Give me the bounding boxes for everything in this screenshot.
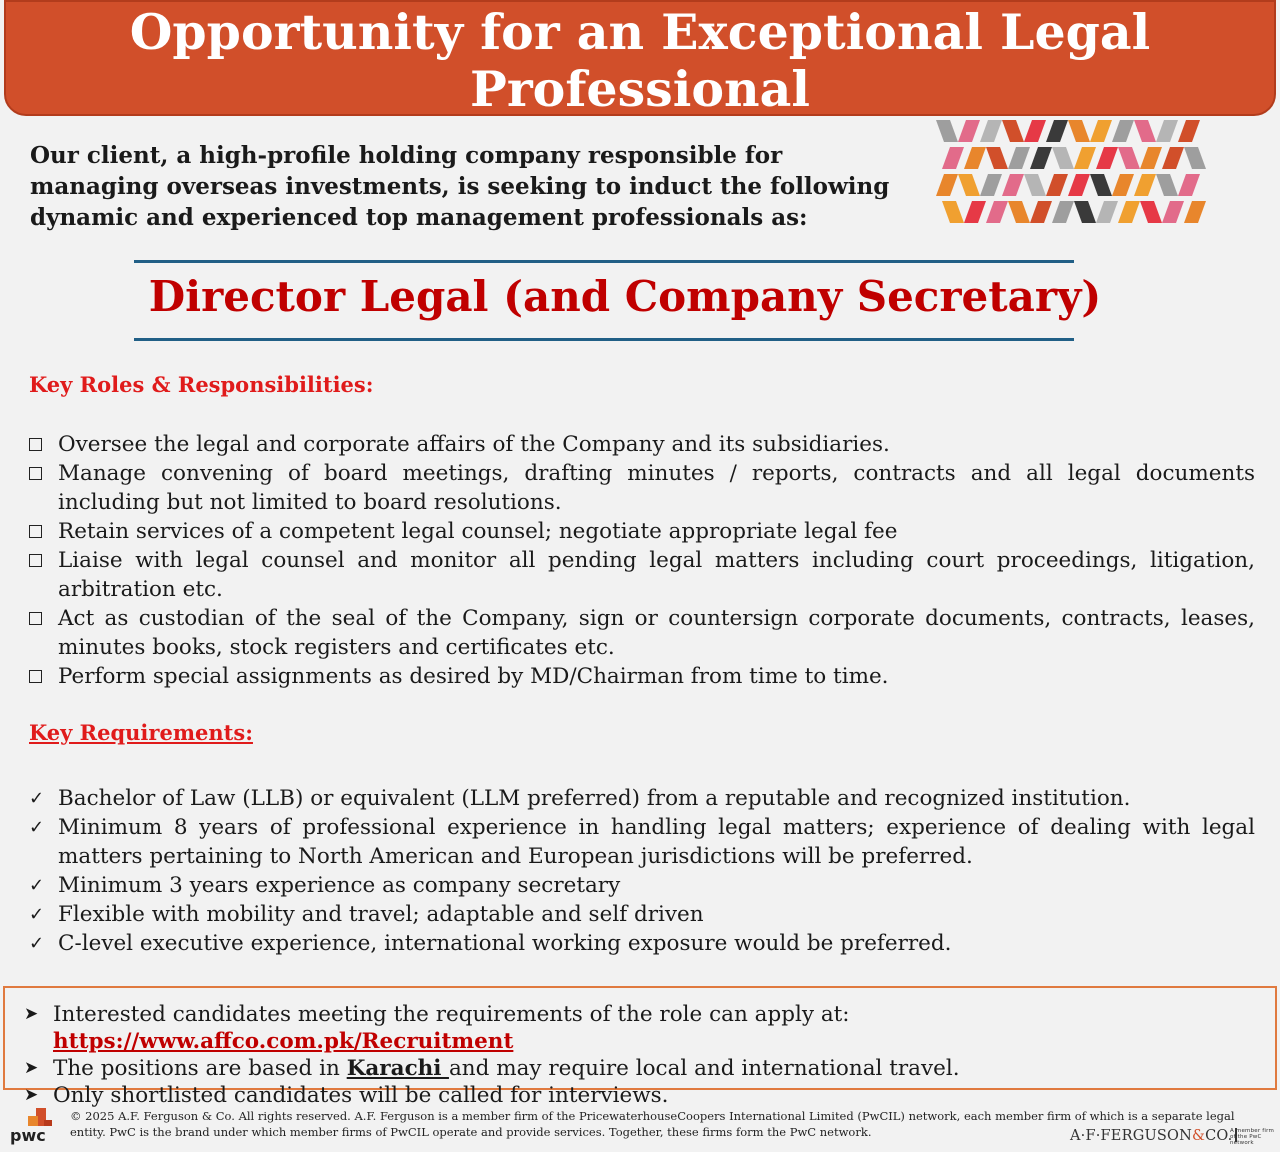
deco-shape	[1074, 147, 1096, 169]
deco-shape	[1052, 201, 1074, 223]
deco-shape	[1024, 120, 1046, 142]
deco-shape	[1178, 174, 1200, 196]
roles-list	[29, 430, 1255, 691]
title-rule-top	[134, 260, 1074, 263]
roles-heading: Key Roles & Responsibilities:	[29, 372, 374, 397]
deco-shape	[958, 120, 980, 142]
requirement-item: ✓ C-level executive experience, international working exposure would be preferred.	[29, 931, 952, 956]
checkmark-bullet-icon: ✓	[29, 904, 45, 925]
deco-shape	[1030, 147, 1052, 169]
apply-item: ➤ Only shortlisted candidates will be called for interviews.	[24, 1083, 669, 1108]
title-rule-bottom	[134, 338, 1074, 341]
checkmark-bullet-icon: ✓	[29, 933, 45, 954]
requirement-item: ✓ Bachelor of Law (LLB) or equivalent (LLM preferred) from a reputable and recognized institution.	[29, 786, 1131, 811]
application-info-box	[3, 986, 1277, 1108]
deco-shape	[1096, 201, 1118, 223]
deco-shape	[1052, 147, 1074, 169]
deco-shape	[980, 120, 1002, 142]
deco-shape	[1156, 174, 1178, 196]
deco-shape	[1030, 201, 1052, 223]
deco-shape	[936, 174, 958, 196]
role-item: Act as custodian of the seal of the Company, sign or countersign corporate documents, contracts, leases, minutes books, stock registers and certificates etc.	[29, 604, 1255, 662]
deco-shape	[942, 147, 964, 169]
intro-text	[30, 140, 950, 233]
apply-item: ➤ The positions are based in Karachi and may require local and international travel.	[24, 1056, 960, 1081]
banner-title-line1: Opportunity for an Exceptional Legal	[129, 3, 1151, 61]
header-banner	[4, 0, 1276, 116]
deco-shape	[964, 147, 986, 169]
role-item: Perform special assignments as desired by MD/Chairman from time to time.	[29, 662, 1255, 691]
checkbox-bullet-icon	[29, 604, 53, 633]
deco-shape	[1090, 174, 1112, 196]
deco-shape	[986, 147, 1008, 169]
arrow-bullet-icon: ➤	[24, 1085, 39, 1105]
checkmark-bullet-icon: ✓	[29, 875, 45, 896]
checkmark-bullet-icon: ✓	[29, 788, 45, 809]
job-title: Director Legal (and Company Secretary)	[148, 272, 1102, 321]
checkbox-bullet-icon	[29, 430, 53, 459]
deco-shape	[958, 174, 980, 196]
role-item: Oversee the legal and corporate affairs of the Company and its subsidiaries.	[29, 430, 1255, 459]
deco-shape	[1046, 174, 1068, 196]
deco-shape	[1134, 174, 1156, 196]
deco-shape	[1068, 174, 1090, 196]
copyright-text: © 2025 A.F. Ferguson & Co. All rights reserved. A.F. Ferguson is a member firm of the PricewaterhouseCoopers International Limited (PwCIL) network, each member firm of which is a separate legal entity. PwC is the brand under which member firms of PwCIL operate and provide services. Together, these firms form the PwC network.	[70, 1109, 1235, 1139]
checkbox-bullet-icon	[29, 546, 53, 575]
deco-shape	[1178, 120, 1200, 142]
banner-title-line2: Professional	[469, 60, 811, 118]
deco-shape	[1162, 201, 1184, 223]
deco-shape	[1008, 201, 1030, 223]
deco-shape	[1184, 147, 1206, 169]
pwc-logo: pwc	[10, 1106, 62, 1150]
deco-shape	[980, 174, 1002, 196]
deco-shape	[942, 201, 964, 223]
deco-shape	[1184, 201, 1206, 223]
deco-shape	[1046, 120, 1068, 142]
deco-shape	[1156, 120, 1178, 142]
deco-shape	[1074, 201, 1096, 223]
arrow-bullet-icon: ➤	[24, 1058, 39, 1078]
deco-shape	[1140, 201, 1162, 223]
deco-shape	[1008, 147, 1030, 169]
arrow-bullet-icon: ➤	[24, 1004, 39, 1024]
checkmark-bullet-icon: ✓	[29, 817, 45, 838]
deco-shape	[1112, 174, 1134, 196]
deco-shape	[1112, 120, 1134, 142]
deco-shape	[1118, 147, 1140, 169]
deco-shape	[1118, 201, 1140, 223]
intro-line-2: managing overseas investments, is seeking to induct the following	[30, 173, 890, 200]
deco-shape	[1162, 147, 1184, 169]
deco-shape	[936, 120, 958, 142]
apply-item: ➤ Interested candidates meeting the requirements of the role can apply at: https://www.affco.com.pk/Recruitment	[24, 1002, 850, 1054]
deco-shape	[1002, 174, 1024, 196]
deco-shape	[1068, 120, 1090, 142]
requirement-item: ✓ Flexible with mobility and travel; adaptable and self driven	[29, 902, 704, 927]
role-item: Retain services of a competent legal counsel; negotiate appropriate legal fee	[29, 517, 1255, 546]
location-city: Karachi	[346, 1056, 449, 1081]
requirement-item: ✓ Minimum 3 years experience as company secretary	[29, 873, 621, 898]
pwc-logo-mark-icon	[10, 1106, 62, 1128]
role-item: Manage convening of board meetings, drafting minutes / reports, contracts and all legal documents including but not limited to board resolutions.	[29, 459, 1255, 517]
deco-shape	[986, 201, 1008, 223]
role-item: Liaise with legal counsel and monitor all pending legal matters including court proceedings, litigation, arbitration etc.	[29, 546, 1255, 604]
requirements-list	[29, 784, 1255, 958]
intro-line-3: dynamic and experienced top management professionals as:	[30, 204, 808, 231]
requirements-heading: Key Requirements:	[29, 720, 253, 745]
deco-shape	[1140, 147, 1162, 169]
checkbox-bullet-icon	[29, 662, 53, 691]
checkbox-bullet-icon	[29, 459, 53, 488]
checkbox-bullet-icon	[29, 517, 53, 546]
deco-shape	[1096, 147, 1118, 169]
decorative-pattern-graphic	[936, 120, 1206, 232]
deco-shape	[1090, 120, 1112, 142]
deco-shape	[1002, 120, 1024, 142]
requirement-item: ✓ Minimum 8 years of professional experience in handling legal matters; experience of dealing with legal matters pertaining to North American and European jurisdictions will be preferred.	[29, 815, 1255, 869]
deco-shape	[1134, 120, 1156, 142]
intro-line-1: Our client, a high-profile holding company responsible for	[30, 142, 783, 169]
deco-shape	[964, 201, 986, 223]
deco-shape	[1024, 174, 1046, 196]
recruitment-link[interactable]: https://www.affco.com.pk/Recruitment	[53, 1029, 514, 1054]
af-ferguson-logo: A·F·FERGUSON&CO. A member firm of the PwC network	[1070, 1128, 1275, 1146]
